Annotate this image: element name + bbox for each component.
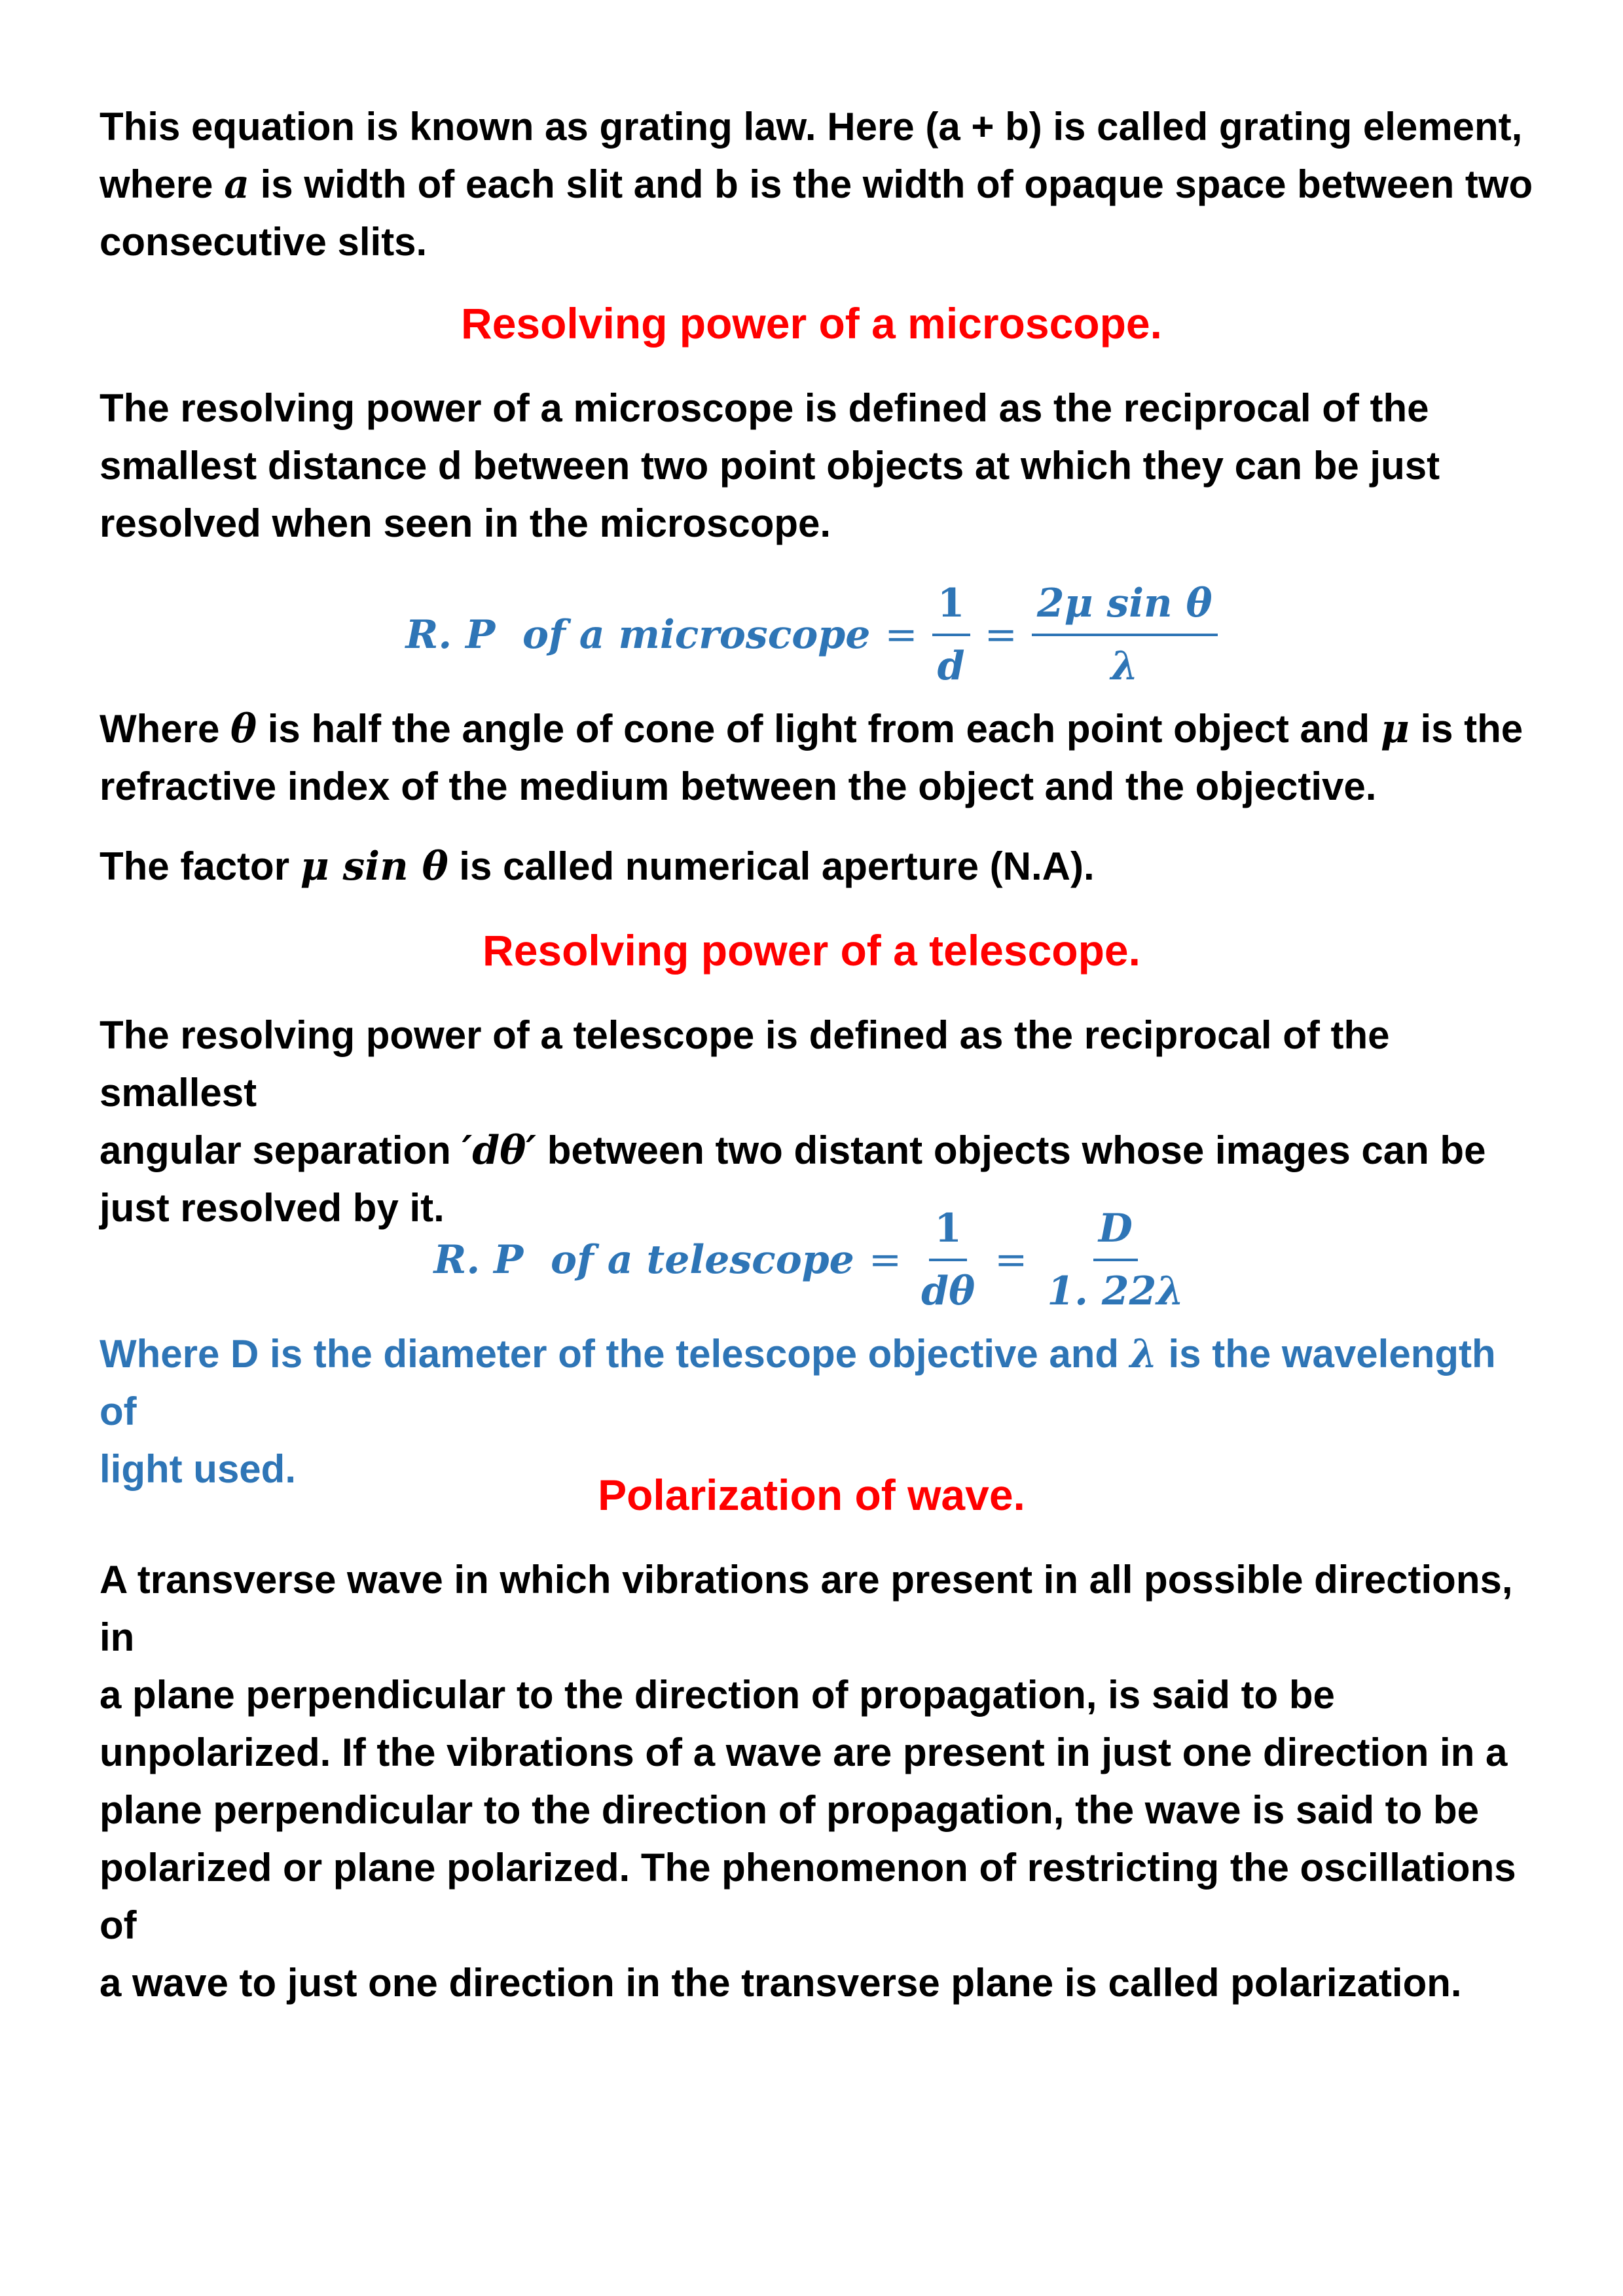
where-text: Where: [100, 707, 231, 751]
definition-text: angular separation: [100, 1128, 462, 1172]
intro-line-3: consecutive slits.: [100, 220, 428, 264]
polarization-line-6: a wave to just one direction in the transverse plane is called polarization.: [100, 1961, 1462, 2005]
fraction-denominator: 1. 22λ: [1047, 1268, 1184, 1314]
math-mu: μ: [1380, 706, 1410, 752]
intro-line-1: This equation is known as grating law. Here (a + b) is called grating element,: [100, 105, 1523, 149]
where-line-1: [100, 700, 1540, 758]
equals-sign: =: [994, 1237, 1028, 1283]
fraction-numerator: 1: [932, 573, 970, 636]
microscope-where-paragraph: [100, 700, 1540, 816]
intro-line-2: [100, 156, 1540, 213]
heading-polarization: Polarization of wave.: [598, 1471, 1025, 1519]
telescope-definition-line-3: just resolved by it.: [100, 1186, 445, 1230]
where-text: is the wavelength of: [100, 1332, 1496, 1433]
fraction-numerator: 1: [929, 1198, 967, 1261]
fraction-denominator: λ: [1110, 643, 1139, 689]
intro-paragraph: [100, 98, 1540, 271]
equation-lhs: R. P of a telescope: [433, 1237, 854, 1283]
equation-lhs: R. P of a microscope: [405, 612, 871, 658]
equation-microscope: [0, 573, 1623, 697]
factor-text: is called numerical aperture (N.A).: [448, 844, 1095, 888]
math-lambda: λ: [1129, 1331, 1158, 1377]
intro-text: where: [100, 162, 225, 206]
where-text: Where D is the diameter of the telescope objective and: [100, 1332, 1130, 1376]
fraction-1-over-d-theta: [916, 1198, 980, 1321]
fraction-numerical-aperture: [1032, 573, 1218, 696]
telescope-definition-line-2: [100, 1122, 1540, 1179]
microscope-definition-line-1: The resolving power of a microscope is defined as the reciprocal of the: [100, 386, 1429, 430]
math-a: a: [224, 162, 249, 207]
microscope-definition-line-2: smallest distance d between two point objects at which they can be just: [100, 444, 1440, 488]
equals-sign: =: [884, 612, 918, 658]
math-mu-sin-theta: μ sin θ: [300, 844, 448, 889]
equals-sign: =: [984, 612, 1017, 658]
math-d-theta: ′dθ′: [462, 1128, 537, 1174]
definition-text: between two distant objects whose images can be: [536, 1128, 1486, 1172]
polarization-line-4: plane perpendicular to the direction of propagation, the wave is said to be: [100, 1788, 1479, 1832]
heading-microscope: Resolving power of a microscope.: [461, 299, 1162, 348]
telescope-definition-line-1: The resolving power of a telescope is defined as the reciprocal of the smallest: [100, 1013, 1390, 1115]
microscope-definition-line-3: resolved when seen in the microscope.: [100, 501, 831, 545]
heading-telescope: Resolving power of a telescope.: [483, 926, 1140, 975]
fraction-numerator: D: [1093, 1198, 1138, 1261]
fraction-1-over-d: [932, 573, 970, 696]
telescope-where-line-2: light used.: [100, 1447, 296, 1491]
where-text: is the: [1409, 707, 1523, 751]
equals-sign: =: [868, 1237, 902, 1283]
fraction-denominator: dθ: [921, 1268, 976, 1314]
math-theta: θ: [230, 706, 257, 752]
factor-text: The factor: [100, 844, 301, 888]
where-line-2: refractive index of the medium between the object and the objective.: [100, 764, 1377, 808]
polarization-line-5: polarized or plane polarized. The phenomenon of restricting the oscillations of: [100, 1846, 1516, 1947]
polarization-line-3: unpolarized. If the vibrations of a wave are present in just one direction in a: [100, 1731, 1508, 1774]
fraction-numerator: 2μ sin θ: [1032, 573, 1218, 636]
where-text: is half the angle of cone of light from each point object and: [257, 707, 1381, 751]
equation-telescope: [0, 1198, 1623, 1322]
fraction-denominator: d: [937, 643, 965, 689]
microscope-definition: [100, 380, 1540, 552]
telescope-where-line-1: [100, 1325, 1540, 1441]
polarization-line-2: a plane perpendicular to the direction of propagation, is said to be: [100, 1673, 1335, 1717]
polarization-paragraph: [100, 1551, 1540, 2012]
intro-text: is width of each slit and b is the width of opaque space between two: [249, 162, 1533, 206]
polarization-line-1: A transverse wave in which vibrations are present in all possible directions, in: [100, 1558, 1513, 1659]
fraction-d-over-lambda: [1042, 1198, 1189, 1321]
numerical-aperture-line: [100, 838, 1540, 895]
